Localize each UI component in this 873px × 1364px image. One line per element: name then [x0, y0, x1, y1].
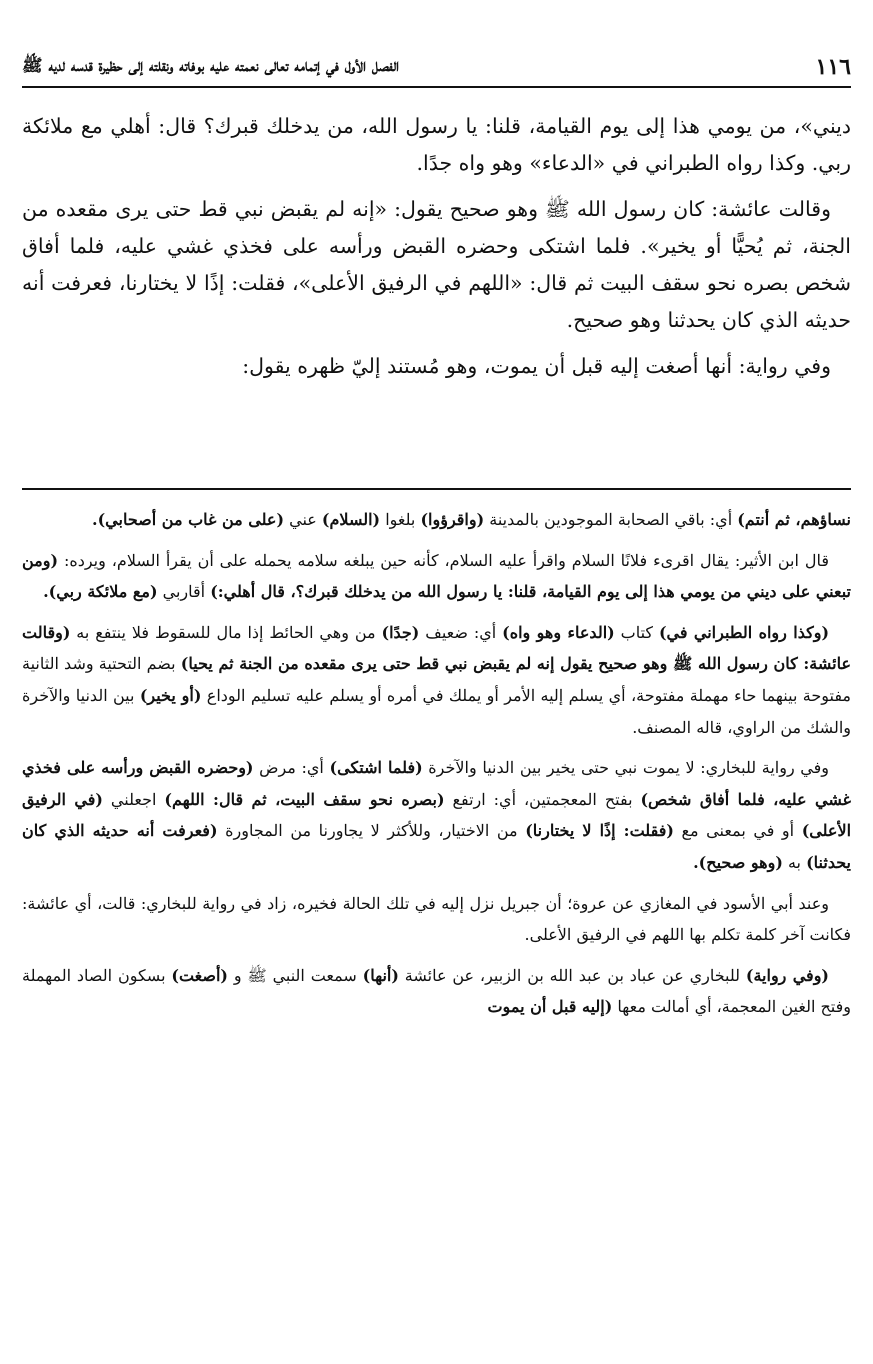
commentary-quote-run: (وفي رواية)	[745, 965, 829, 985]
commentary-text-run: بضم التحتية وشد الثانية مفتوحة بينهما حاء مهملة مفتوحة، أي يسلم إليه الأمر أو يملك في أمره أو يسلم عليه تسليم الوداع	[22, 654, 852, 705]
commentary-quote-run: (إليه قبل أن يموت	[487, 997, 613, 1017]
commentary-text-run: بلغوا	[380, 510, 421, 529]
commentary-text-run: سمعت النبي ﷺ و	[227, 965, 363, 985]
commentary-quote-run: نساؤهم، ثم أنتم)	[737, 510, 851, 529]
commentary-text-run: قال ابن الأثير: يقال اقرىء فلانًا السلام واقرأ عليه السلام، كأنه حين يبلغه سلامه يحمله على أن يقرأ السلام، ويرده:	[58, 550, 829, 570]
commentary-quote-run: (أصغت)	[171, 965, 228, 985]
commentary-text-run: وفي رواية للبخاري: لا يموت نبي حتى يخير بين الدنيا والآخرة	[422, 758, 830, 778]
commentary-text-run: أي: مرض	[253, 758, 330, 778]
commentary-quote-run: (جدًا)	[381, 622, 420, 642]
commentary-quote-run: (السلام)	[321, 510, 381, 529]
commentary-text-run: أي: ضعيف	[419, 622, 503, 642]
commentary-quote-run: (فعرفت أنه حديثه الذي كان يحدثنا)	[22, 821, 851, 872]
commentary-text-run: وعند أبي الأسود في المغازي عن عروة؛ أن جبريل نزل إليه في تلك الحالة فخيره، زاد في رواية للبخاري: قالت، أي عائشة: فكانت آخر كلمة تكلم بها اللهم في الرفيق الأعلى.	[22, 893, 851, 945]
commentary-text-run: أقاربي	[157, 582, 211, 602]
commentary-quote-run: (أنها)	[362, 965, 399, 985]
commentary-quote-run: (مع ملائكة ربي).	[43, 582, 158, 602]
commentary-quote-run: (أو يخير)	[139, 685, 202, 705]
commentary-quote-run: (فلما اشتكى)	[329, 758, 423, 778]
commentary-text-run: كتاب	[614, 622, 659, 642]
commentary-text-run: أي: باقي الصحابة الموجودين بالمدينة	[484, 510, 738, 529]
commentary-quote-run: (وهو صحيح).	[693, 852, 783, 872]
running-title: الفصل الأول في إتمامه تعالى نعمته عليه بوفاته ونقلته إلى حظيرة قدسه لديه ﷺ	[22, 55, 399, 76]
commentary	[22, 504, 851, 1032]
commentary-text-run: أو في بمعنى مع	[673, 821, 802, 841]
main-paragraph-3: وفي رواية: أنها أصغت إليه قبل أن يموت، وهو مُستند إليّ ظهره يقول:	[242, 354, 831, 378]
commentary-text-run: للبخاري عن عباد بن عبد الله بن الزبير، عن عائشة	[398, 965, 746, 985]
commentary-text-run: به	[782, 852, 807, 872]
commentary-quote-run: (على من غاب من أصحابي).	[92, 510, 285, 529]
commentary-quote-run: (الدعاء وهو واه)	[502, 622, 615, 642]
commentary-quote-run: (وحضره القبض ورأسه على فخذي غشي عليه، فلما أفاق شخص)	[22, 758, 852, 809]
commentary-quote-run: (فقلت: إذًا لا يختارنا)	[525, 821, 674, 841]
commentary-text-run: اجعلني	[102, 789, 165, 809]
page-header	[22, 48, 851, 88]
commentary-paragraph-4	[22, 752, 851, 878]
commentary-text-run: بسكون الصاد المهملة وفتح الغين المعجمة، أي أمالت معها	[22, 965, 851, 1017]
commentary-quote-run: (بصره نحو سقف البيت، ثم قال: اللهم)	[164, 789, 445, 809]
commentary-paragraph-2	[22, 545, 851, 608]
commentary-text-run: عني	[284, 510, 322, 529]
main-paragraph-1: ديني»، من يومي هذا إلى يوم القيامة، قلنا: يا رسول الله، من يدخلك قبرك؟ قال: أهلي مع ملائكة ربي. وكذا رواه الطبراني في «الدعاء» وهو واه جدًا.	[22, 114, 851, 175]
commentary-text-run: من وهي الحائط إذا مال للسقوط فلا ينتفع به	[70, 622, 382, 642]
commentary-text-run: من الاختيار، وللأكثر لا يجاورنا من المجاورة	[217, 821, 526, 841]
commentary-quote-run: (وقالت عائشة: كان رسول الله ﷺ وهو صحيح يقول إنه لم يقبض نبي قط حتى يرى مقعده من الجنة ثم يحيا)	[22, 622, 852, 674]
commentary-paragraph-3	[22, 617, 851, 743]
commentary-quote-run: (واقرؤوا)	[420, 510, 485, 529]
commentary-paragraph-6	[22, 960, 851, 1023]
commentary-quote-run: (في الرفيق الأعلى)	[22, 789, 852, 841]
commentary-paragraph-1	[22, 504, 851, 536]
commentary-text-run: بين الدنيا والآخرة والشك من الراوي، قاله المصنف.	[22, 685, 851, 737]
main-text	[22, 108, 851, 394]
commentary-quote-run: (ومن تبعني على ديني من يومي هذا إلى يوم القيامة، قلنا: يا رسول الله من يدخلك قبرك؟، قال أهلي:)	[22, 550, 851, 602]
commentary-quote-run: (وكذا رواه الطبراني في)	[658, 622, 830, 642]
commentary-paragraph-5	[22, 888, 851, 951]
page-number: ١١٦	[815, 54, 851, 80]
main-paragraph-2: وقالت عائشة: كان رسول الله ﷺ وهو صحيح يقول: «إنه لم يقبض نبي قط حتى يرى مقعده من الجنة، ثم يُحيًّا أو يخير». فلما اشتكى وحضره القبض ورأسه على فخذي غشي عليه، فلما أفاق شخص بصره نحو سقف البيت ثم قال: «اللهم في الرفيق الأعلى»، فقلت: إذًا لا يختارنا، فعرفت أنه حديثه الذي كان يحدثنا وهو صحيح.	[22, 197, 851, 332]
separator-rule	[22, 488, 851, 490]
commentary-text-run: بفتح المعجمتين، أي: ارتفع	[444, 789, 641, 809]
